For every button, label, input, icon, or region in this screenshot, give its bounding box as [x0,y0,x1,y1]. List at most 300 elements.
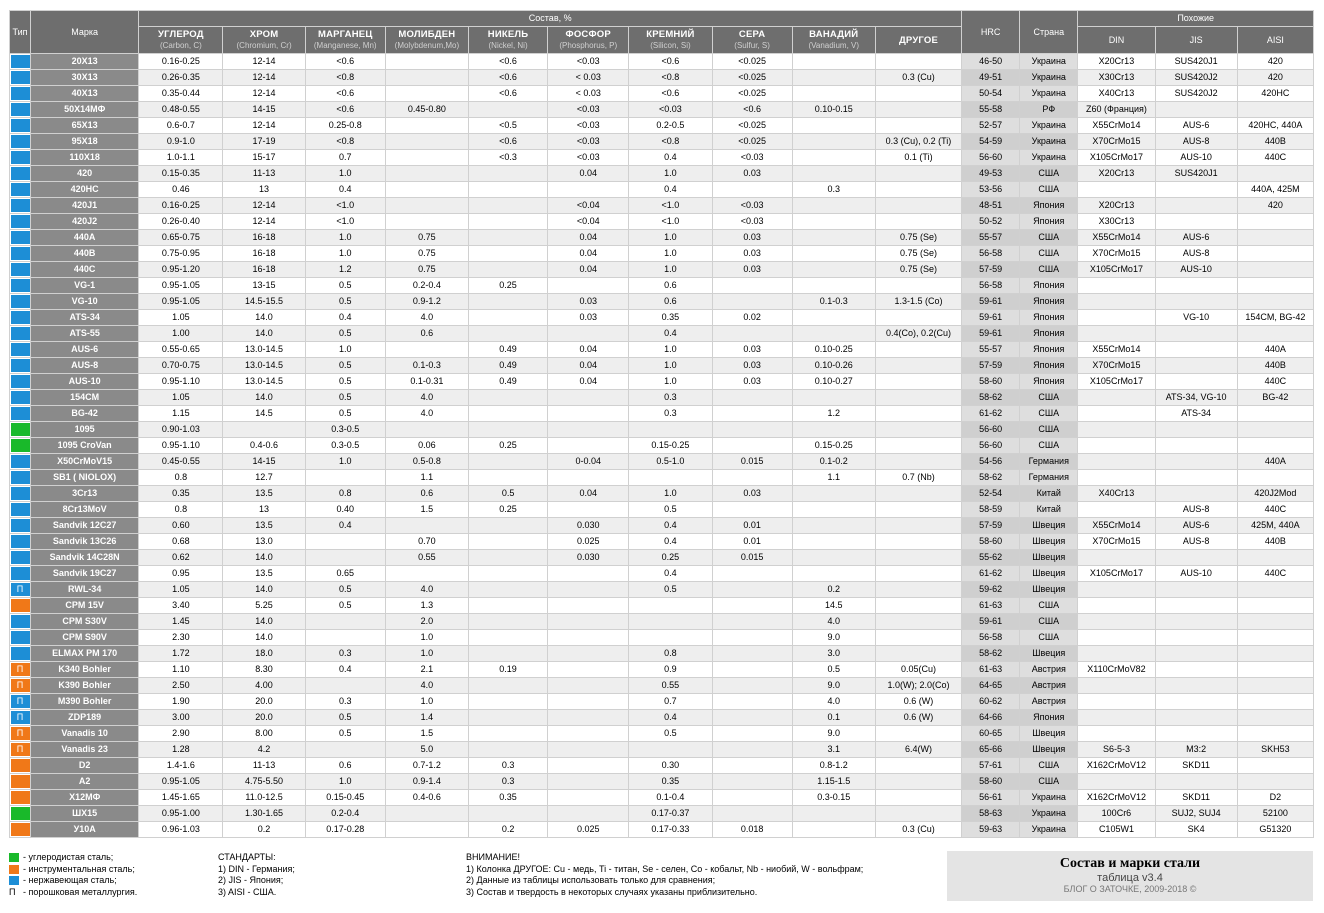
jis-cell [1155,438,1237,454]
composition-cell: 0.5 [305,726,385,742]
aisi-cell [1237,710,1313,726]
composition-cell: 14-15 [223,102,305,118]
hrc-cell: 50-54 [962,86,1020,102]
composition-cell [792,230,875,246]
country-cell: США [1020,438,1078,454]
composition-cell: 11-13 [223,758,305,774]
composition-cell: 13.0-14.5 [223,342,305,358]
country-cell: Швеция [1020,726,1078,742]
steel-brand: Sandvik 12C27 [31,518,139,534]
composition-cell [629,470,712,486]
steel-brand: K340 Bohler [31,662,139,678]
country-cell: Швеция [1020,534,1078,550]
steel-brand: 440A [31,230,139,246]
composition-cell [792,166,875,182]
composition-cell [712,646,792,662]
table-row [10,246,1314,262]
aisi-cell: 440C [1237,502,1313,518]
composition-cell: 1.4-1.6 [139,758,223,774]
composition-cell: <0.6 [629,54,712,70]
aisi-cell: D2 [1237,790,1313,806]
country-cell: США [1020,598,1078,614]
steel-type-cell [10,310,31,326]
composition-cell [629,742,712,758]
composition-cell [875,422,961,438]
composition-cell [875,102,961,118]
composition-cell: 20.0 [223,694,305,710]
composition-cell [548,390,629,406]
composition-cell: 0.75 [385,230,468,246]
composition-cell: 9.0 [792,678,875,694]
composition-cell: 0.95-1.00 [139,806,223,822]
composition-cell [468,198,547,214]
composition-cell [875,646,961,662]
country-cell: Украина [1020,790,1078,806]
composition-cell: 1.0-1.1 [139,150,223,166]
brand-col-header: Марка [31,11,139,54]
aisi-cell [1237,278,1313,294]
composition-cell: 0.1 (Ti) [875,150,961,166]
steel-type-cell [10,518,31,534]
country-cell: США [1020,166,1078,182]
composition-cell [385,166,468,182]
composition-cell: 0.15-0.25 [792,438,875,454]
composition-cell [875,438,961,454]
aisi-cell [1237,550,1313,566]
composition-cell [548,566,629,582]
composition-cell: 0.3-0.15 [792,790,875,806]
composition-cell [792,326,875,342]
table-row [10,518,1314,534]
composition-cell: 0.95-1.10 [139,374,223,390]
composition-cell [875,166,961,182]
composition-cell [548,406,629,422]
aisi-cell [1237,630,1313,646]
steel-type-marker [11,183,30,196]
composition-cell [305,614,385,630]
aisi-cell [1237,662,1313,678]
jis-cell: AUS-10 [1155,150,1237,166]
jis-cell [1155,294,1237,310]
composition-cell: <1.0 [629,198,712,214]
jis-cell [1155,550,1237,566]
composition-cell [548,582,629,598]
country-cell: Украина [1020,70,1078,86]
carbon-swatch [9,853,19,862]
din-cell: X162CrMoV12 [1078,790,1155,806]
steel-type-cell [10,118,31,134]
composition-cell: 1.0 [305,230,385,246]
composition-cell: 0.9-1.0 [139,134,223,150]
composition-cell: 0.4 [629,534,712,550]
aisi-cell: 420HC [1237,86,1313,102]
composition-cell [468,406,547,422]
hrc-cell: 52-54 [962,486,1020,502]
composition-cell: 0.8 [139,502,223,518]
element-symbol: (Carbon, C) [159,41,202,50]
composition-cell: 5.25 [223,598,305,614]
composition-cell [468,598,547,614]
hrc-cell: 58-59 [962,502,1020,518]
composition-cell [468,534,547,550]
jis-cell: SUJ2, SUJ4 [1155,806,1237,822]
composition-cell: 14.5-15.5 [223,294,305,310]
country-cell: США [1020,758,1078,774]
steel-type-cell [10,438,31,454]
legend-tool: - инструментальная сталь; [23,863,135,874]
composition-cell [305,630,385,646]
country-cell: Австрия [1020,694,1078,710]
aisi-cell: BG-42 [1237,390,1313,406]
composition-cell: <0.025 [712,134,792,150]
composition-cell: 0.03 [712,246,792,262]
composition-cell: <0.8 [305,70,385,86]
composition-cell [385,518,468,534]
composition-cell: 14.0 [223,326,305,342]
composition-cell: 0.96-1.03 [139,822,223,838]
steel-type-marker: П [11,583,30,596]
composition-cell: 1.15 [139,406,223,422]
composition-cell: 0.03 [712,358,792,374]
element-name: ДРУГОЕ [898,34,939,46]
composition-cell: 4.00 [223,678,305,694]
composition-cell: 0.6-0.7 [139,118,223,134]
composition-cell: <0.03 [712,198,792,214]
steel-brand: 50X14МФ [31,102,139,118]
composition-cell: 4.0 [385,390,468,406]
composition-cell: 0.60 [139,518,223,534]
composition-cell [548,790,629,806]
composition-cell [712,294,792,310]
composition-cell [548,710,629,726]
table-row [10,166,1314,182]
jis-cell [1155,630,1237,646]
composition-cell: 0.4 [305,182,385,198]
aisi-cell: 440A, 425M [1237,182,1313,198]
composition-cell: <0.6 [305,54,385,70]
aisi-cell: 440C [1237,566,1313,582]
composition-cell [875,118,961,134]
jis-cell [1155,470,1237,486]
din-cell [1078,326,1155,342]
jis-cell: VG-10 [1155,310,1237,326]
composition-cell: 0.16-0.25 [139,54,223,70]
hrc-cell: 58-60 [962,774,1020,790]
steel-type-marker [11,759,30,772]
jis-cell [1155,342,1237,358]
steel-table [9,10,1314,838]
table-row [10,70,1314,86]
composition-cell: 0.1-0.31 [385,374,468,390]
composition-cell: 0.3 [468,774,547,790]
steel-brand: VG-1 [31,278,139,294]
composition-cell [875,502,961,518]
steel-brand: X50CrMoV15 [31,454,139,470]
table-row [10,278,1314,294]
composition-cell: 0.35 [139,486,223,502]
composition-cell [712,774,792,790]
composition-cell: 0.75 [385,262,468,278]
steel-type-cell [10,646,31,662]
country-cell: Япония [1020,310,1078,326]
composition-cell: 12-14 [223,86,305,102]
aisi-cell [1237,438,1313,454]
composition-cell [712,470,792,486]
hrc-cell: 64-66 [962,710,1020,726]
table-row [10,214,1314,230]
composition-cell: <0.8 [629,70,712,86]
country-cell: Япония [1020,342,1078,358]
aisi-cell [1237,470,1313,486]
composition-cell: 0.25 [629,550,712,566]
legend-powder: - порошковая металлургия. [23,886,138,897]
composition-cell: 1.00 [139,326,223,342]
composition-cell: 12-14 [223,54,305,70]
composition-cell: 0.03 [548,294,629,310]
composition-cell: 0.4 [629,518,712,534]
composition-cell: <0.3 [468,150,547,166]
composition-cell [712,710,792,726]
composition-cell [875,566,961,582]
composition-cell: 0.5 [468,486,547,502]
composition-cell: 1.05 [139,390,223,406]
aisi-cell: 440C [1237,150,1313,166]
composition-cell [468,102,547,118]
steel-brand: Sandvik 14C28N [31,550,139,566]
steel-brand: AUS-8 [31,358,139,374]
standards-title: СТАНДАРТЫ: [218,852,276,862]
steel-type-marker [11,231,30,244]
steel-type-cell [10,534,31,550]
steel-brand: Vanadis 23 [31,742,139,758]
composition-cell: 0.3 [305,694,385,710]
composition-cell [875,614,961,630]
composition-cell: 0.75 (Se) [875,262,961,278]
table-row [10,550,1314,566]
jis-cell: AUS-8 [1155,534,1237,550]
composition-cell [875,790,961,806]
aisi-cell [1237,694,1313,710]
steel-type-cell [10,678,31,694]
composition-cell [792,486,875,502]
composition-cell: 0.19 [468,662,547,678]
din-cell: S6-5-3 [1078,742,1155,758]
composition-cell: 0.04 [548,230,629,246]
composition-cell: 0.6 [629,278,712,294]
steel-type-cell [10,214,31,230]
composition-cell [875,278,961,294]
steel-type-cell [10,470,31,486]
table-row [10,310,1314,326]
composition-cell [875,598,961,614]
steel-brand: 420J1 [31,198,139,214]
element-name: ХРОМ [249,29,279,40]
steel-type-cell [10,614,31,630]
hrc-cell: 56-60 [962,150,1020,166]
steel-brand: У10А [31,822,139,838]
sheet-version: таблица v3.4 [1097,872,1163,884]
composition-cell [468,694,547,710]
din-cell [1078,694,1155,710]
composition-cell [875,486,961,502]
hrc-cell: 54-56 [962,454,1020,470]
composition-cell: 0-0.04 [548,454,629,470]
tool-swatch [9,865,19,874]
jis-cell: SUS420J2 [1155,86,1237,102]
composition-cell: 0.4-0.6 [385,790,468,806]
composition-cell: 0.1-0.2 [792,454,875,470]
composition-cell [792,118,875,134]
hrc-cell: 59-62 [962,582,1020,598]
steel-type-marker [11,631,30,644]
steel-type-marker [11,167,30,180]
steel-type-marker [11,567,30,580]
country-cell: Япония [1020,374,1078,390]
aisi-cell: 154CM, BG-42 [1237,310,1313,326]
composition-cell: 0.49 [468,374,547,390]
composition-cell [875,582,961,598]
steel-type-marker: П [11,711,30,724]
composition-cell: 14.0 [223,614,305,630]
hrc-cell: 56-60 [962,438,1020,454]
composition-cell: 0.8 [305,486,385,502]
composition-cell: 0.55 [629,678,712,694]
steel-brand: CPM S90V [31,630,139,646]
composition-cell: 0.01 [712,518,792,534]
composition-cell: 1.0 [385,646,468,662]
composition-cell [875,310,961,326]
composition-cell [385,806,468,822]
din-cell [1078,726,1155,742]
composition-cell: 0.4 [305,310,385,326]
composition-cell: 0.5 [629,582,712,598]
composition-cell [792,822,875,838]
element-name: ВАНАДИЙ [809,29,859,40]
jis-cell: M3:2 [1155,742,1237,758]
composition-cell: 1.1 [385,470,468,486]
composition-cell: <0.025 [712,86,792,102]
composition-cell: 0.75 (Se) [875,230,961,246]
notes-title: ВНИМАНИЕ! [466,852,520,862]
table-row [10,454,1314,470]
jis-cell [1155,662,1237,678]
steel-type-marker [11,791,30,804]
composition-cell: 14.5 [792,598,875,614]
din-cell [1078,278,1155,294]
composition-cell: 12-14 [223,70,305,86]
jis-cell: SUS420J1 [1155,166,1237,182]
composition-cell: 0.015 [712,550,792,566]
steel-brand: ZDP189 [31,710,139,726]
din-cell [1078,502,1155,518]
country-cell: Швеция [1020,646,1078,662]
composition-cell: 1.0 [305,454,385,470]
composition-cell: 13.5 [223,486,305,502]
steel-type-marker: П [11,679,30,692]
composition-cell [712,278,792,294]
composition-cell: 0.45-0.55 [139,454,223,470]
jis-cell [1155,678,1237,694]
steel-type-cell [10,150,31,166]
composition-cell [468,550,547,566]
jis-cell: AUS-6 [1155,230,1237,246]
composition-cell [712,182,792,198]
hrc-cell: 55-58 [962,102,1020,118]
composition-cell [875,406,961,422]
steel-type-marker [11,503,30,516]
composition-cell: 14.0 [223,550,305,566]
composition-cell [468,726,547,742]
country-cell: Германия [1020,454,1078,470]
composition-cell [712,694,792,710]
din-cell: X40Cr13 [1078,86,1155,102]
hrc-cell: 53-56 [962,182,1020,198]
element-col-header [792,27,875,54]
element-col-header [385,27,468,54]
jis-cell: SUS420J2 [1155,70,1237,86]
din-cell: X105CrMo17 [1078,566,1155,582]
composition-cell: 0.6 [385,326,468,342]
composition-cell: <1.0 [305,198,385,214]
din-cell: X70CrMo15 [1078,534,1155,550]
composition-cell [875,342,961,358]
composition-cell [712,790,792,806]
standards-line: 1) DIN - Германия; [218,863,295,874]
steel-type-marker: П [11,743,30,756]
country-cell: Швеция [1020,582,1078,598]
din-cell: 100Cr6 [1078,806,1155,822]
steel-brand: 420J2 [31,214,139,230]
composition-cell: 0.03 [712,230,792,246]
composition-cell [712,662,792,678]
aisi-cell [1237,646,1313,662]
composition-cell: 4.75-5.50 [223,774,305,790]
steel-type-cell [10,710,31,726]
jis-cell [1155,598,1237,614]
composition-cell: 13 [223,182,305,198]
aisi-cell: 420J2Mod [1237,486,1313,502]
composition-cell: 0.95-1.05 [139,278,223,294]
composition-cell: <0.6 [305,86,385,102]
composition-cell: 0.04 [548,486,629,502]
composition-cell: 0.75 [385,246,468,262]
jis-cell: AUS-6 [1155,518,1237,534]
aisi-cell [1237,262,1313,278]
composition-cell [875,534,961,550]
country-cell: Швеция [1020,518,1078,534]
composition-cell: 0.5 [305,278,385,294]
steel-brand: 440B [31,246,139,262]
din-cell: X105CrMo17 [1078,374,1155,390]
composition-cell: 0.3-0.5 [305,422,385,438]
steel-type-cell [10,54,31,70]
composition-cell [712,566,792,582]
din-cell: X20Cr13 [1078,166,1155,182]
table-row [10,582,1314,598]
hrc-cell: 59-61 [962,294,1020,310]
steel-brand: K390 Bohler [31,678,139,694]
table-row [10,678,1314,694]
composition-cell: 1.0 [305,246,385,262]
table-row [10,726,1314,742]
composition-cell: 8.00 [223,726,305,742]
jis-cell: SKD11 [1155,790,1237,806]
composition-cell: 0.26-0.35 [139,70,223,86]
hrc-cell: 64-65 [962,678,1020,694]
composition-cell [305,470,385,486]
country-cell: США [1020,182,1078,198]
country-cell: США [1020,614,1078,630]
